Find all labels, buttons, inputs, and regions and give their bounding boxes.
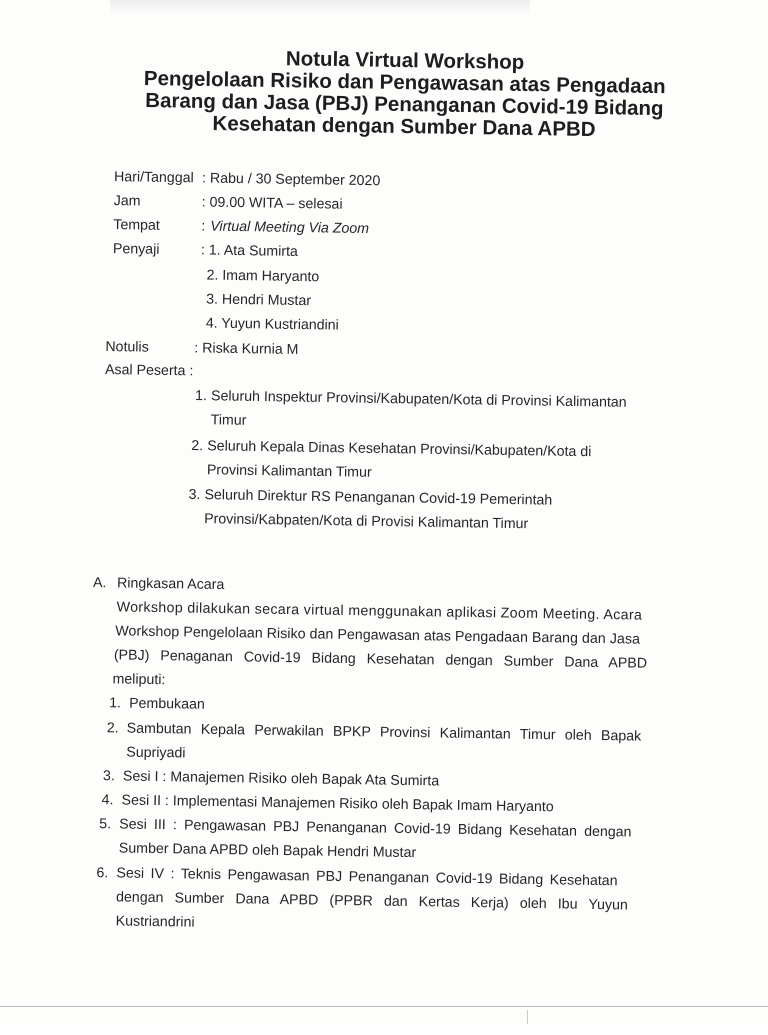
penyaji-item: 3. Hendri Mustar	[206, 291, 312, 310]
agenda-item: Kustriandrini	[115, 913, 195, 931]
agenda-item: Supriyadi	[126, 744, 186, 762]
agenda-item: Sumber Dana APBD oleh Bapak Hendri Mustar	[118, 840, 417, 862]
participant-line: Seluruh Direktur RS Penanganan Covid-19 Pemerintah	[204, 487, 553, 509]
section-heading: Ringkasan Acara	[116, 575, 225, 594]
agenda-item: Pembukaan	[129, 695, 205, 713]
title-line-2: Pengelolaan Risiko dan Pengawasan atas Pengadaan	[143, 66, 666, 99]
title-line-1: Notula Virtual Workshop	[285, 47, 525, 74]
participant-line: Timur	[210, 412, 247, 429]
agenda-item: Sesi I : Manajemen Risiko oleh Bapak Ata Sumirta	[122, 768, 440, 790]
participant-line: Provinsi Kalimantan Timur	[206, 462, 372, 481]
title-line-3: Barang dan Jasa (PBJ) Penanganan Covid-19 Bidang	[145, 88, 664, 121]
asal-peserta-label: Asal Peserta :	[104, 361, 194, 380]
participant-num: 3.	[188, 486, 201, 504]
penyaji-label: Penyaji	[112, 241, 160, 258]
paragraph-line-text: (PBJ) Penaganan Covid-19 Bidang Kesehatan dengan Sumber Dana APBD	[113, 647, 648, 672]
hari-value: : Rabu / 30 September 2020	[201, 170, 381, 190]
agenda-num: 4.	[101, 792, 114, 809]
notulis-label: Notulis	[105, 338, 149, 356]
paragraph-line	[117, 599, 663, 625]
agenda-num: 2.	[106, 720, 119, 737]
section-letter: A.	[92, 575, 107, 592]
paragraph-line-text: Workshop Pengelolaan Risiko dan Pengawasan atas Pengadaan Barang dan Jasa	[115, 623, 641, 648]
paragraph-line	[114, 647, 662, 673]
participant-line: Provinsi/Kabpaten/Kota di Provisi Kalimantan Timur	[204, 511, 529, 533]
agenda-item: Sesi IV : Teknis Pengawasan PBJ Penanganan Covid-19 Bidang Kesehatan	[116, 865, 618, 890]
jam-value: : 09.00 WITA – selesai	[201, 194, 343, 213]
hari-label: Hari/Tanggal	[113, 169, 194, 187]
page-edge-line	[0, 1006, 768, 1007]
agenda-item: Sesi III : Pengawasan PBJ Penanganan Covid-19 Bidang Kesehatan dengan	[119, 816, 632, 841]
participant-line: Seluruh Kepala Dinas Kesehatan Provinsi/Kabupaten/Kota di	[207, 438, 592, 461]
paragraph-line-text: Workshop dilakukan secara virtual menggunakan aplikasi Zoom Meeting. Acara	[116, 599, 643, 624]
participant-num: 1.	[194, 388, 208, 405]
agenda-item: dengan Sumber Dana APBD (PPBR dan Kertas Kerja) oleh Ibu Yuyun	[115, 889, 628, 914]
participant-line: Seluruh Inspektur Provinsi/Kabupaten/Kota di Provinsi Kalimantan	[210, 388, 627, 411]
tempat-colon: :	[201, 218, 206, 235]
page-edge-mark	[527, 1010, 528, 1024]
agenda-num: 5.	[99, 816, 112, 833]
tempat-value: Virtual Meeting Via Zoom	[210, 218, 370, 238]
penyaji-item: : 1. Ata Sumirta	[200, 242, 299, 260]
agenda-num: 1.	[109, 695, 122, 712]
tempat-label: Tempat	[113, 217, 160, 234]
paragraph-line	[115, 623, 662, 649]
jam-label: Jam	[113, 193, 141, 210]
penyaji-item: 4. Yuyun Kustriandini	[205, 315, 339, 334]
participant-num: 2.	[191, 437, 204, 455]
paragraph-line-text: meliputi:	[112, 671, 166, 689]
agenda-item: Sesi II : Implementasi Manajemen Risiko oleh Bapak Imam Haryanto	[121, 792, 554, 816]
agenda-num: 6.	[96, 865, 109, 882]
agenda-item: Sambutan Kepala Perwakilan BPKP Provinsi Kalimantan Timur oleh Bapak	[126, 720, 642, 745]
agenda-num: 3.	[102, 768, 115, 785]
title-line-4: Kesehatan dengan Sumber Dana APBD	[212, 112, 596, 142]
penyaji-item: 2. Imam Haryanto	[206, 267, 320, 286]
notulis-value: : Riska Kurnia M	[194, 340, 299, 358]
